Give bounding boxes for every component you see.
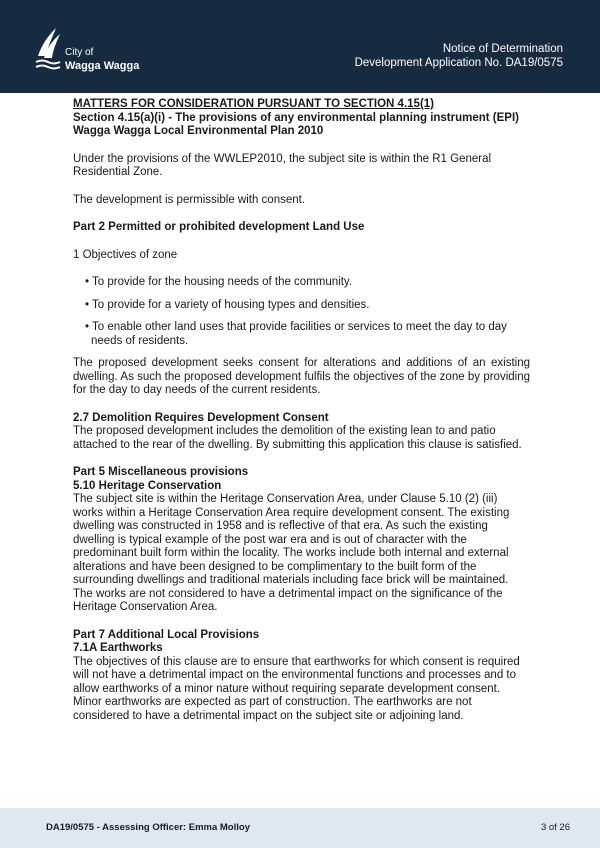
page-footer [0,808,600,848]
heritage-heading: 5.10 Heritage Conservation [73,479,222,492]
page-header [0,0,600,93]
demolition-paragraph: The proposed development includes the demolition of the existing lean to and patio attached to the rear of the dwelling. By submitting this application this clause is satisfied. [73,425,522,451]
objectives-label: 1 Objectives of zone [73,248,178,261]
list-item [73,276,530,290]
document-type: Notice of Determination [442,43,563,55]
zone-paragraph: Under the provisions of the WWLEP2010, the subject site is within the R1 General Residential Zone. [73,152,492,178]
list-item [73,299,530,313]
council-logo [34,26,154,76]
page-content [73,98,530,723]
proposed-paragraph: The proposed development seeks consent for alterations and additions of an existing dwelling. As such the proposed development fulfils the objectives of the zone by providing for the day to day needs of the current residents. [73,357,530,396]
part2-heading: Part 2 Permitted or prohibited development Land Use [73,221,365,233]
wagga-logo-icon [34,26,64,74]
bullet-text: To provide for the housing needs of the community. [92,276,352,288]
demolition-heading: 2.7 Demolition Requires Development Consent [73,411,329,424]
permissible-paragraph: The development is permissible with consent. [73,193,306,206]
earthworks-paragraph: The objectives of this clause are to ensure that earthworks for which consent is required will not have a detrimental impact on the environmental functions and processes and to allow earthworks of a minor nature without requiring separate development consent. Minor earthworks are expected as part of construction. The earthworks are not considered to have a detrimental impact on the subject site or adjoining land. [73,655,520,722]
part7-heading: Part 7 Additional Local Provisions [73,628,260,641]
list-item [73,321,530,348]
bullet-text: To enable other land uses that provide facilities or services to meet the day to day needs of residents. [91,321,507,347]
heading-plan: Wagga Wagga Local Environmental Plan 2010 [73,125,324,137]
bullet-glyph: • [85,321,90,333]
page-number: 3 of 26 [540,822,570,833]
bullet-text: To provide for a variety of housing types and densities. [92,298,370,311]
part5-heading: Part 5 Miscellaneous provisions [73,466,249,478]
heading-section: Section 4.15(a)(i) - The provisions of any environmental planning instrument (EPI) [73,111,520,124]
assessing-officer: DA19/0575 - Assessing Officer: Emma Molloy [46,822,250,833]
bullet-glyph: • [85,276,90,288]
header-document-info [355,42,563,70]
logo-name-text: Wagga Wagga [65,60,140,72]
earthworks-heading: 7.1A Earthworks [73,642,163,654]
heritage-paragraph: The subject site is within the Heritage Conservation Area, under Clause 5.10 (2) (iii) works within a Heritage Conservation Area require development consent. The existing dwelling was constructed in 1958 and is reflective of that era. As such the existing dwelling is typical example of the post war era and is out of character with the predominant built form within the locality. The works include both internal and external alterations and have been designed to be complimentary to the built form of the surrounding dwellings and traditional materials including face brick will be maintained. The works are not considered to have a detrimental impact on the significance of the Heritage Conservation Area. [73,493,510,613]
application-number: Development Application No. DA19/0575 [354,57,563,69]
bullet-glyph: • [85,298,90,311]
heading-main: MATTERS FOR CONSIDERATION PURSUANT TO SECTION 4.15(1) [73,98,434,110]
logo-city-text: City of [65,47,94,58]
